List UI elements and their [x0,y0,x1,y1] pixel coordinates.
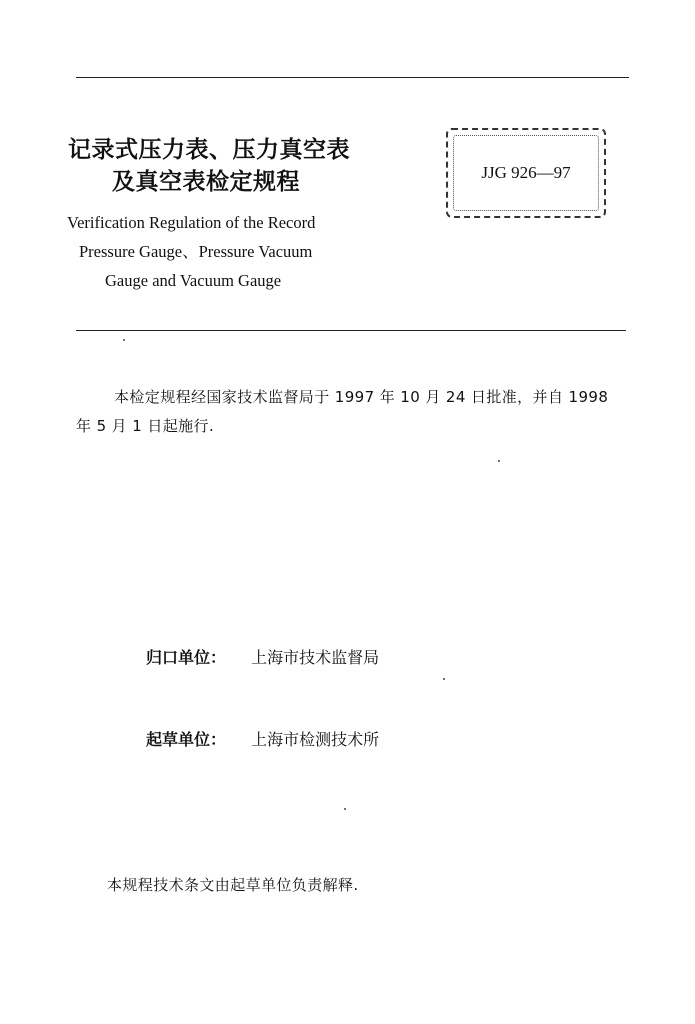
drafting-unit-label: 起草单位： [146,730,227,749]
responsible-unit-label: 归口单位： [146,648,227,667]
english-title-line-2: Pressure Gauge、Pressure Vacuum [79,242,313,261]
english-title-line-3: Gauge and Vacuum Gauge [105,271,282,290]
scan-speck [123,339,125,341]
scan-speck [498,460,500,462]
drafting-unit-value: 上海市检测技术所 [251,730,380,749]
scan-speck [443,678,445,680]
top-rule [76,77,629,78]
scan-speck [344,808,346,810]
english-title-line-1: Verification Regulation of the Record [67,213,316,232]
chinese-title [68,134,398,198]
middle-rule [76,330,626,331]
approval-paragraph: 本检定规程经国家技术监督局于 1997 年 10 月 24 日批准，并自 1998 年 5 月 1 日起施行. [76,388,609,435]
standard-code: JJG 926—97 [481,163,571,182]
responsible-unit-value: 上海市技术监督局 [251,648,380,667]
standard-code-box [446,128,606,218]
chinese-title-line-2: 及真空表检定规程 [112,169,300,195]
responsible-unit-row [146,645,379,668]
english-title [67,208,387,295]
chinese-title-line-1: 记录式压力表、压力真空表 [68,137,350,163]
drafting-unit-row [146,727,379,750]
interpretation-note: 本规程技术条文由起草单位负责解释. [107,876,359,894]
